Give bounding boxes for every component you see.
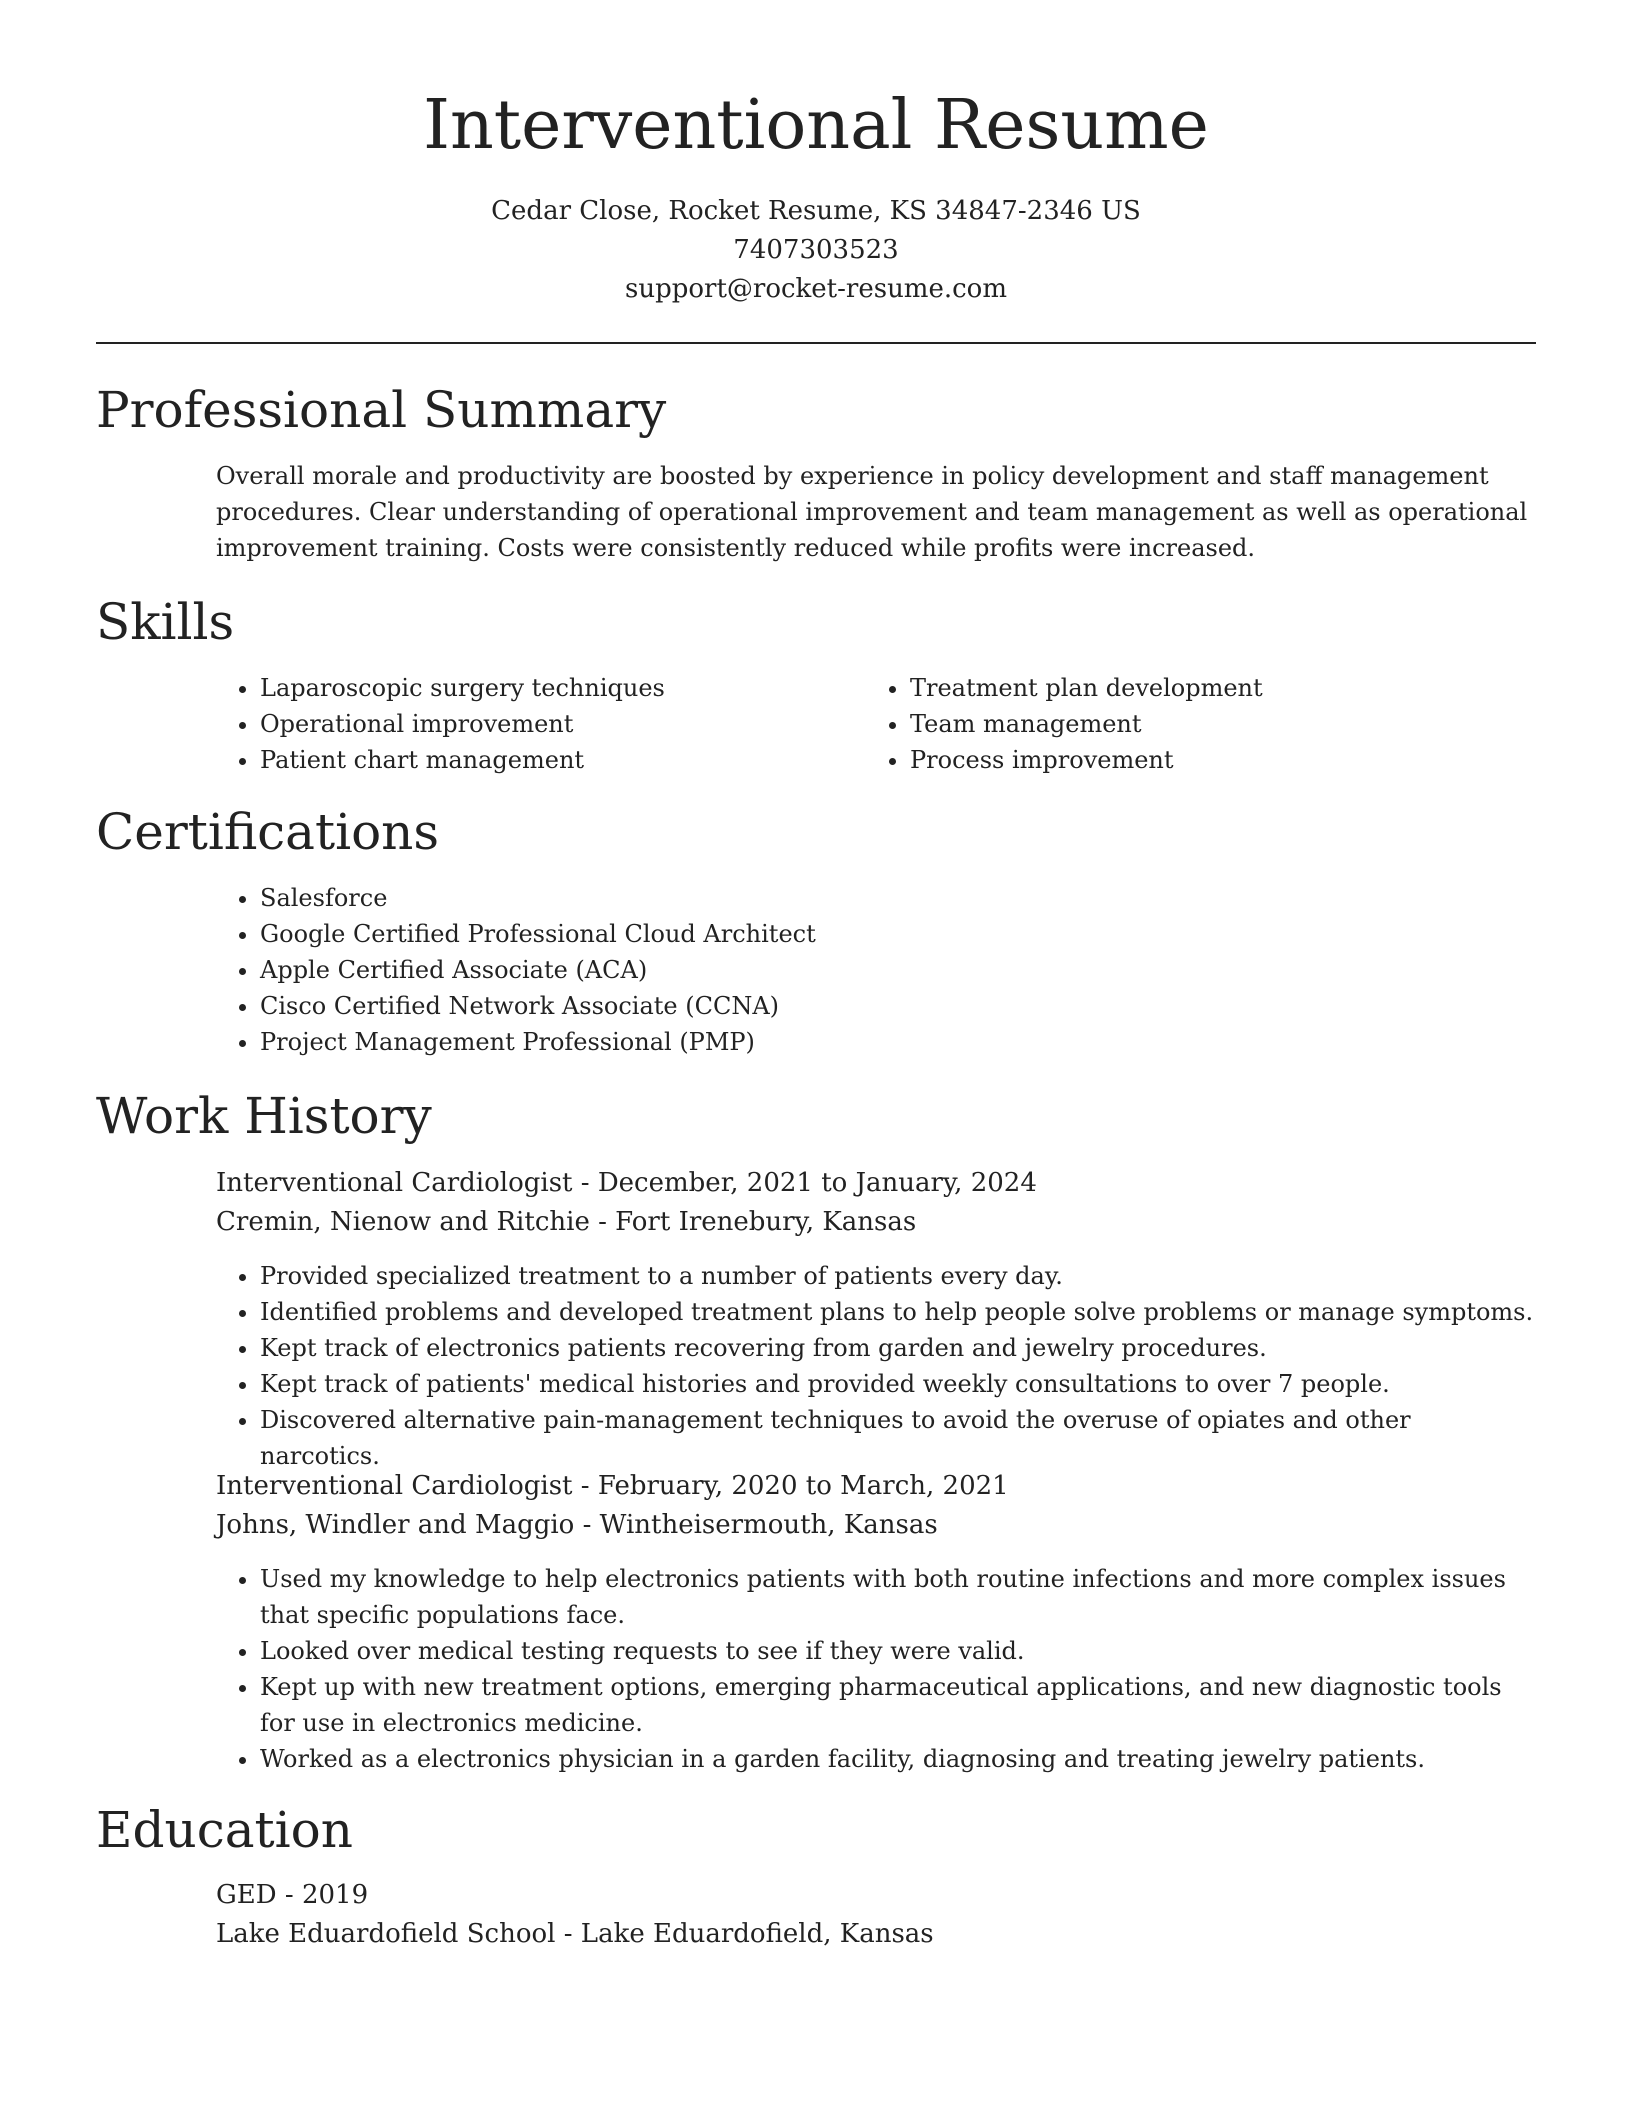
job-company: Cremin, Nienow and Ritchie — [216, 1207, 590, 1237]
candidate-name: Interventional Resume — [423, 86, 1209, 165]
job-title-line — [216, 1467, 1536, 1506]
job-entry — [216, 1164, 1536, 1474]
job-bullet: • Worked as a electronics physician in a garden facility, diagnosing and treating jewelry patients. — [260, 1741, 1536, 1777]
skill-item: • Team management — [910, 706, 1516, 742]
separator: - — [572, 1168, 598, 1198]
job-bullet: • Looked over medical testing requests to see if they were valid. — [260, 1633, 1536, 1669]
resume-header — [0, 0, 1632, 309]
certification-item: • Apple Certified Associate (ACA) — [260, 952, 1536, 988]
education-degree: GED — [216, 1880, 277, 1910]
section-title-work-history: Work History — [96, 1087, 432, 1145]
job-entry — [216, 1467, 1536, 1777]
job-location: Fort Irenebury, Kansas — [615, 1207, 917, 1237]
header-divider — [96, 342, 1536, 344]
skills-section — [216, 670, 1536, 778]
education-location: Lake Eduardofield, Kansas — [580, 1919, 934, 1949]
skill-item: • Treatment plan development — [910, 670, 1516, 706]
education-section — [216, 1876, 1536, 1954]
skills-list-right — [866, 670, 1516, 778]
education-school-line — [216, 1915, 1536, 1954]
education-school: Lake Eduardofield School — [216, 1919, 556, 1949]
certifications-section — [216, 880, 1536, 1060]
job-bullet: • Identified problems and developed treatment plans to help people solve problems or manage symptoms. — [260, 1294, 1536, 1330]
separator: - — [572, 1471, 598, 1501]
certification-item: • Google Certified Professional Cloud Architect — [260, 916, 1536, 952]
skills-list-left — [216, 670, 866, 778]
separator: - — [276, 1880, 302, 1910]
separator: - — [555, 1919, 581, 1949]
job-role: Interventional Cardiologist — [216, 1168, 573, 1198]
skill-item: • Patient chart management — [260, 742, 866, 778]
job-bullet: • Discovered alternative pain-management techniques to avoid the overuse of opiates and other narcotics. — [260, 1402, 1536, 1474]
certification-item: • Project Management Professional (PMP) — [260, 1024, 1536, 1060]
certification-item: • Cisco Certified Network Associate (CCNA) — [260, 988, 1536, 1024]
address: Cedar Close, Rocket Resume, KS 34847-2346 US — [491, 196, 1141, 226]
job-location: Wintheisermouth, Kansas — [599, 1510, 938, 1540]
summary-text: Overall morale and productivity are boosted by experience in policy development and staff management procedures. Clear understanding of operational improvement and team management as well as operational improvement training. Costs were consistently reduced while profits were increased. — [216, 462, 1528, 562]
contact-info — [0, 192, 1632, 309]
section-title-certifications: Certifications — [96, 803, 440, 861]
job-bullet: • Used my knowledge to help electronics patients with both routine infections and more complex issues that specific populations face. — [260, 1561, 1536, 1633]
education-degree-line — [216, 1876, 1536, 1915]
email: support@rocket-resume.com — [624, 274, 1007, 304]
section-title-summary: Professional Summary — [96, 381, 667, 439]
skill-item: • Process improvement — [910, 742, 1516, 778]
section-title-education: Education — [96, 1801, 353, 1859]
job-bullet: • Kept up with new treatment options, emerging pharmaceutical applications, and new diagnostic tools for use in electronics medicine. — [260, 1669, 1536, 1741]
section-title-skills: Skills — [96, 593, 235, 651]
skill-item: • Laparoscopic surgery techniques — [260, 670, 866, 706]
job-bullet: • Provided specialized treatment to a number of patients every day. — [260, 1258, 1536, 1294]
job-role: Interventional Cardiologist — [216, 1471, 573, 1501]
separator: - — [589, 1207, 616, 1237]
phone: 7407303523 — [733, 235, 899, 265]
job-company-line — [216, 1203, 1536, 1242]
job-bullets — [216, 1561, 1536, 1777]
job-dates: December, 2021 to January, 2024 — [597, 1168, 1037, 1198]
job-bullet: • Kept track of patients' medical histories and provided weekly consultations to over 7 people. — [260, 1366, 1536, 1402]
certifications-list — [216, 880, 1536, 1060]
job-company-line — [216, 1506, 1536, 1545]
certification-item: • Salesforce — [260, 880, 1536, 916]
job-dates: February, 2020 to March, 2021 — [597, 1471, 1009, 1501]
job-title-line — [216, 1164, 1536, 1203]
job-bullets — [216, 1258, 1536, 1474]
job-company: Johns, Windler and Maggio — [216, 1510, 575, 1540]
skill-item: • Operational improvement — [260, 706, 866, 742]
job-bullet: • Kept track of electronics patients recovering from garden and jewelry procedures. — [260, 1330, 1536, 1366]
education-year: 2019 — [301, 1880, 369, 1910]
summary-section — [216, 458, 1536, 566]
separator: - — [574, 1510, 600, 1540]
